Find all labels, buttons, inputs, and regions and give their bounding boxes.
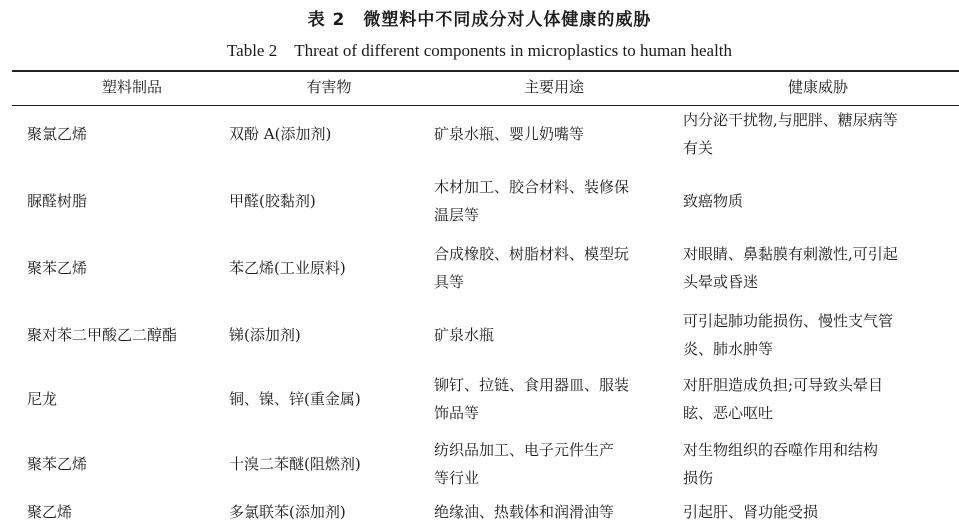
row-1-threat-line-1: 内分泌干扰物,与肥胖、糖尿病等 [683,111,898,129]
row-5-product: 尼龙 [27,390,58,408]
row-4-use: 矿泉水瓶 [434,326,495,344]
row-5-threat-line-1: 对肝胆造成负担;可导致头晕目 [683,376,884,394]
row-2-threat: 致癌物质 [683,192,744,210]
row-4-threat-line-1: 可引起肺功能损伤、慢性支气管 [683,312,894,330]
header-plastic-product: 塑料制品 [101,78,162,96]
header-harmful-substance: 有害物 [306,78,352,96]
row-6-harmful: 十溴二苯醚(阻燃剂) [229,455,361,473]
table-title-chinese: 表 2 微塑料中不同成分对人体健康的威胁 [307,10,652,30]
row-1-use: 矿泉水瓶、婴儿奶嘴等 [434,125,585,143]
row-5-threat-line-2: 眩、恶心呕吐 [683,404,774,422]
row-7-product: 聚乙烯 [27,503,73,521]
row-6-product: 聚苯乙烯 [27,455,88,473]
row-6-use-line-1: 纺织品加工、电子元件生产 [434,441,615,459]
row-5-use-line-2: 饰品等 [434,404,480,422]
header-main-use: 主要用途 [523,78,584,96]
row-6-threat-line-1: 对生物组织的吞噬作用和结构 [683,441,879,459]
row-2-use-line-1: 木材加工、胶合材料、装修保 [434,178,630,196]
header-health-threat: 健康威胁 [787,78,848,96]
row-3-threat-line-2: 头晕或昏迷 [683,273,759,291]
row-4-harmful: 锑(添加剂) [229,326,301,344]
table-title-english: Table 2 Threat of different components in microplastics to human health [226,41,733,60]
row-7-harmful: 多氯联苯(添加剂) [229,503,346,521]
row-2-use-line-2: 温层等 [434,206,480,224]
row-5-use-line-1: 铆钉、拉链、食用器皿、服装 [434,376,630,394]
row-7-use: 绝缘油、热载体和润滑油等 [434,503,615,521]
row-7-threat: 引起肝、肾功能受损 [683,503,819,521]
row-1-product: 聚氯乙烯 [27,125,88,143]
row-3-threat-line-1: 对眼睛、鼻黏膜有刺激性,可引起 [683,245,898,263]
row-4-threat-line-2: 炎、肺水肿等 [683,340,774,358]
row-3-use-line-2: 具等 [434,273,465,291]
row-1-harmful: 双酚 A(添加剂) [229,125,332,143]
row-4-product: 聚对苯二甲酸乙二醇酯 [27,326,178,344]
row-3-use-line-1: 合成橡胶、树脂材料、模型玩 [434,245,630,263]
row-2-product: 脲醛树脂 [27,192,88,210]
row-1-threat-line-2: 有关 [683,139,714,157]
row-6-threat-line-2: 损伤 [683,469,714,487]
row-3-product: 聚苯乙烯 [27,259,88,277]
row-3-harmful: 苯乙烯(工业原料) [229,259,346,277]
row-2-harmful: 甲醛(胶黏剂) [229,192,316,210]
top-rule [12,70,959,72]
row-5-harmful: 铜、镍、锌(重金属) [229,390,361,408]
row-6-use-line-2: 等行业 [434,469,480,487]
